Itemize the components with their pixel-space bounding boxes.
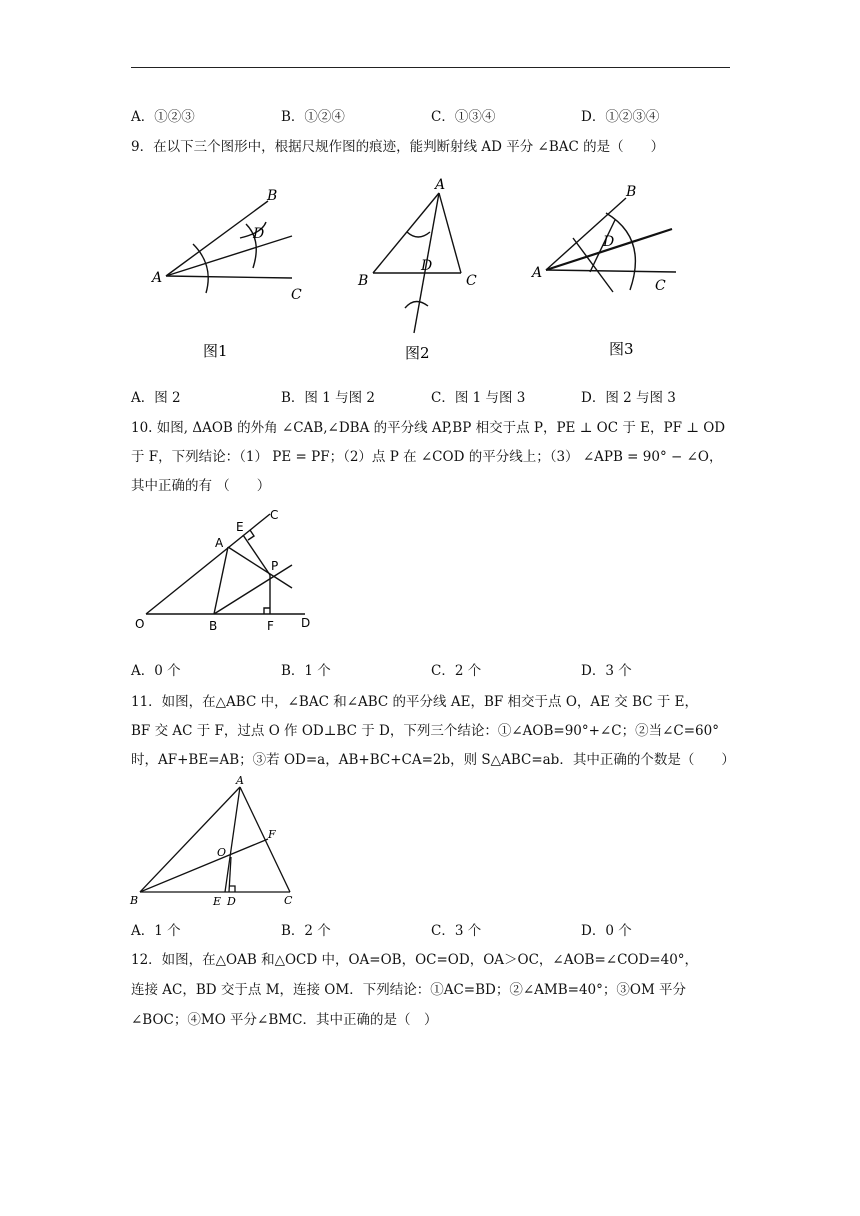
fig2-caption: 图2 (405, 344, 430, 362)
q10-right-angle-e (248, 530, 254, 540)
q10-segment-pe (243, 535, 270, 575)
header-rule (131, 67, 730, 68)
fig3-cross-2 (590, 220, 615, 272)
q11-right-angle-d (229, 886, 235, 892)
fig3-label-d: D (603, 234, 615, 250)
fig2-side-ab (373, 193, 439, 273)
q10-line-ap (228, 547, 292, 588)
fig1-arc-center (193, 244, 208, 293)
q8-option-a[interactable]: A．①②③ (131, 109, 195, 125)
fig3-caption: 图3 (609, 340, 634, 358)
q12-line-2: 连接 AC，BD 交于点 M，连接 OM．下列结论：①AC=BD；②∠AMB=40°；③OM 平分 (131, 982, 687, 998)
q10-line-3: 其中正确的有 （ ） (131, 478, 271, 494)
q11-label-o: O (217, 846, 227, 859)
q11-label-f: F (268, 828, 276, 841)
q11-side-ab (140, 787, 240, 892)
q8-option-c[interactable]: C．①③④ (431, 109, 496, 125)
q10-option-c[interactable]: C．2 个 (431, 663, 482, 679)
q11-line-1: 11．如图，在△ABC 中，∠BAC 和∠ABC 的平分线 AE，BF 相交于点 O，AE 交 BC 于 E， (131, 694, 699, 710)
fig1-label-c: C (291, 287, 302, 303)
fig2-label-d: D (421, 258, 433, 274)
q10-option-d[interactable]: D．3 个 (581, 663, 632, 679)
q10-option-b[interactable]: B．1 个 (281, 663, 331, 679)
q11-line-2: BF 交 AC 于 F，过点 O 作 OD⊥BC 于 D，下列三个结论：①∠AOB=90°+∠C；②当∠C=60° (131, 723, 719, 739)
fig2-line-ad (414, 193, 439, 333)
q12-line-3: ∠BOC；④MO 平分∠BMC．其中正确的是（ ） (131, 1012, 438, 1028)
fig2-arc-bottom (405, 301, 428, 308)
fig3-label-c: C (655, 278, 666, 294)
q8-option-d[interactable]: D．①②③④ (581, 109, 660, 125)
q10-ray-oc (146, 514, 270, 614)
q10-label-f: F (267, 619, 274, 633)
q10-line-1: 10. 如图, ΔAOB 的外角 ∠CAB,∠DBA 的平分线 AP,BP 相交于点 P，PE ⊥ OC 于 E，PF ⊥ OD (131, 420, 726, 436)
fig1-caption: 图1 (203, 342, 228, 360)
fig3-label-a: A (532, 265, 543, 281)
fig3-ray-ad (546, 229, 672, 270)
fig2-label-b: B (358, 273, 369, 289)
q11-option-d[interactable]: D．0 个 (581, 923, 632, 939)
fig3-ray-ac (546, 270, 676, 272)
q8-option-b[interactable]: B．①②④ (281, 109, 345, 125)
q9-option-c[interactable]: C．图 1 与图 3 (431, 390, 526, 406)
q11-line-bf (140, 839, 268, 892)
fig1-label-a: A (152, 270, 163, 286)
fig1-ray-ab (166, 201, 268, 276)
fig2-arc-top (407, 232, 430, 237)
q9-option-d[interactable]: D．图 2 与图 3 (581, 390, 676, 406)
q10-line-2: 于 F，下列结论：（1） PE = PF；（2）点 P 在 ∠COD 的平分线上；（3） ∠APB = 90° − ∠O， (131, 449, 723, 465)
q11-label-e: E (213, 895, 222, 908)
fig3-ray-ab (546, 198, 626, 270)
q9-option-a[interactable]: A．图 2 (131, 390, 181, 406)
fig3-arc (606, 213, 635, 290)
q11-option-b[interactable]: B．2 个 (281, 923, 331, 939)
q9-option-b[interactable]: B．图 1 与图 2 (281, 390, 375, 406)
q11-label-c: C (284, 894, 293, 907)
q11-line-3: 时，AF+BE=AB；③若 OD=a，AB+BC+CA=2b，则 S△ABC=ab．其中正确的个数是（ ） (131, 752, 735, 768)
q12-line-1: 12．如图，在△OAB 和△OCD 中，OA=OB，OC=OD，OA＞OC，∠AOB=∠COD=40°， (131, 952, 699, 968)
q11-line-ae (225, 787, 240, 892)
fig1-arc-cross (240, 222, 266, 238)
q10-label-o: O (135, 617, 145, 631)
fig1-ray-ac (166, 276, 292, 278)
q10-label-e: E (236, 520, 244, 534)
fig3-label-b: B (626, 184, 637, 200)
q10-label-p: P (271, 559, 279, 573)
q10-label-a: A (215, 536, 224, 550)
q11-side-ac (240, 787, 290, 892)
q10-label-d: D (301, 616, 311, 630)
q11-label-d: D (227, 895, 236, 908)
q11-line-od (229, 857, 231, 892)
q9-stem: 9．在以下三个图形中，根据尺规作图的痕迹，能判断射线 AD 平分 ∠BAC 的是（ ） (131, 139, 665, 155)
q10-label-b: B (209, 619, 218, 633)
q11-label-a: A (236, 774, 244, 787)
q10-label-c: C (270, 508, 279, 522)
q10-line-bp (214, 565, 292, 614)
fig2-label-a: A (435, 177, 446, 193)
q10-option-a[interactable]: A．0 个 (131, 663, 181, 679)
fig1-arc-right (246, 224, 256, 268)
fig2-label-c: C (466, 273, 477, 289)
q11-option-c[interactable]: C．3 个 (431, 923, 482, 939)
q10-segment-ab (214, 547, 228, 614)
q11-label-b: B (130, 894, 139, 907)
fig3-cross-1 (573, 238, 613, 292)
q11-option-a[interactable]: A．1 个 (131, 923, 181, 939)
q10-right-angle-f (264, 608, 270, 614)
fig1-label-b: B (267, 188, 278, 204)
fig1-ray-ad (166, 236, 292, 276)
fig1-label-d: D (253, 226, 265, 242)
fig2-side-ac (439, 193, 461, 273)
